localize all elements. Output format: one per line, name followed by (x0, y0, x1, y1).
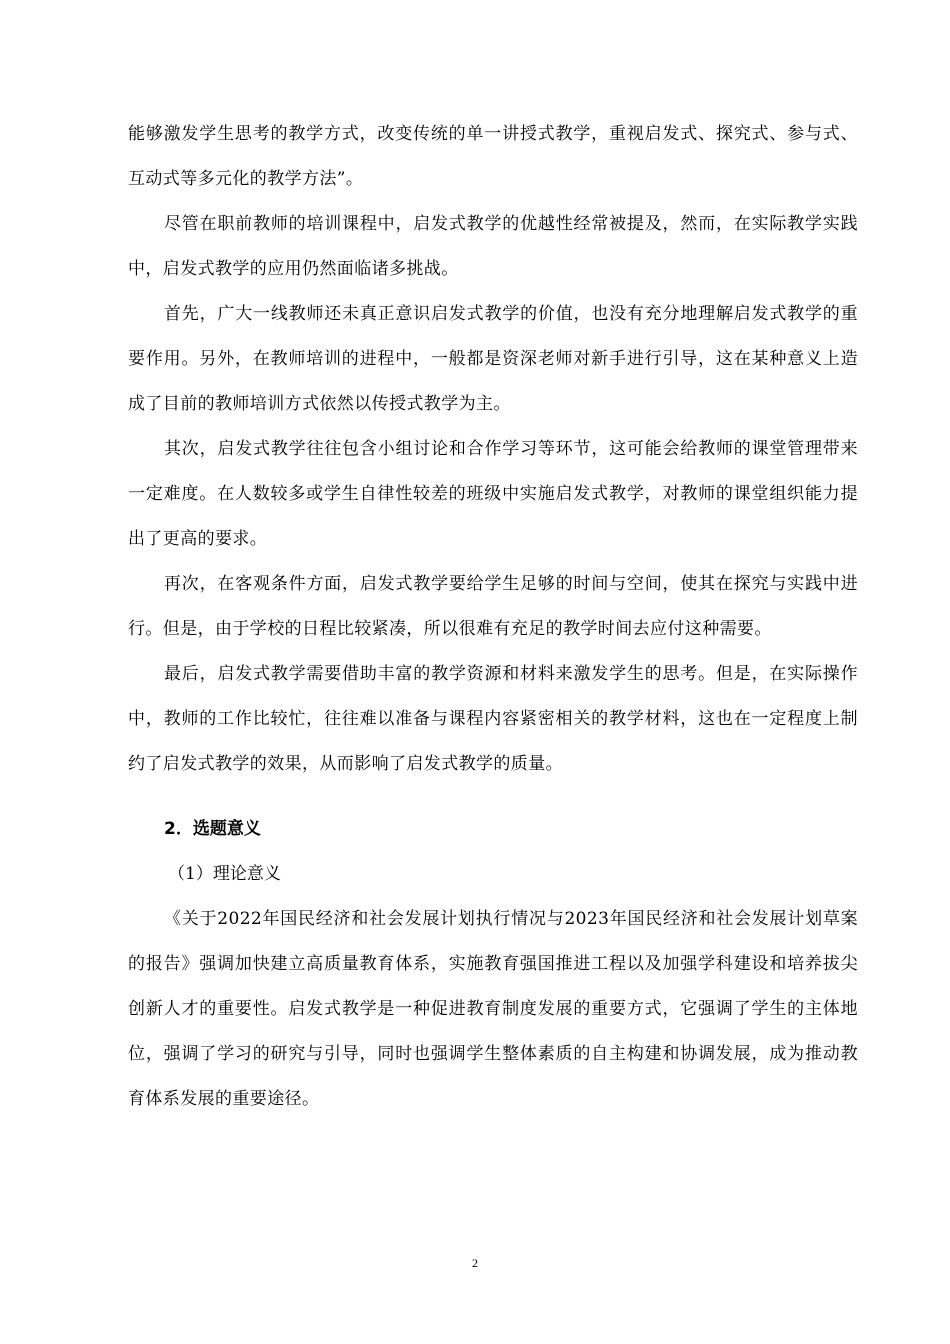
paragraph-theory: 《关于2022年国民经济和社会发展计划执行情况与2023年国民经济和社会发展计划草案的报告》强调加快建立高质量教育体系，实施教育强国推进工程以及加强学科建设和培养拔尖创新人才的重要性。启发式教学是一种促进教育制度发展的重要方式，它强调了学生的主体地位，强调了学习的研究与引导，同时也强调学生整体素质的自主构建和协调发展，成为推动教育体系发展的重要途径。 (128, 909, 858, 1109)
paragraph-second: 其次，启发式教学往往包含小组讨论和合作学习等环节，这可能会给教师的课堂管理带来一定难度。在人数较多或学生自律性较差的班级中实施启发式教学，对教师的课堂组织能力提出了更高的要求。 (128, 439, 858, 549)
paragraph-first: 首先，广大一线教师还未真正意识启发式教学的价值，也没有充分地理解启发式教学的重要作用。另外，在教师培训的进程中，一般都是资深老师对新手进行引导，这在某种意义上造成了目前的教师培训方式依然以传授式教学为主。 (128, 304, 858, 414)
page-number: 2 (472, 1256, 478, 1270)
page-content (128, 112, 858, 1122)
subsection-heading: （1）理论意义 (168, 864, 281, 884)
paragraph-challenges-intro: 尽管在职前教师的培训课程中，启发式教学的优越性经常被提及，然而，在实际教学实践中，启发式教学的应用仍然面临诸多挑战。 (128, 214, 858, 279)
section-heading: 2．选题意义 (164, 819, 261, 839)
paragraph-last: 最后，启发式教学需要借助丰富的教学资源和材料来激发学生的思考。但是，在实际操作中，教师的工作比较忙，往往难以准备与课程内容紧密相关的教学材料，这也在一定程度上制约了启发式教学的效果，从而影响了启发式教学的质量。 (128, 664, 858, 774)
paragraph-continuation: 能够激发学生思考的教学方式，改变传统的单一讲授式教学，重视启发式、探究式、参与式、互动式等多元化的教学方法”。 (128, 124, 858, 189)
paragraph-third: 再次，在客观条件方面，启发式教学要给学生足够的时间与空间，使其在探究与实践中进行。但是，由于学校的日程比较紧凑，所以很难有充足的教学时间去应付这种需要。 (128, 574, 858, 639)
